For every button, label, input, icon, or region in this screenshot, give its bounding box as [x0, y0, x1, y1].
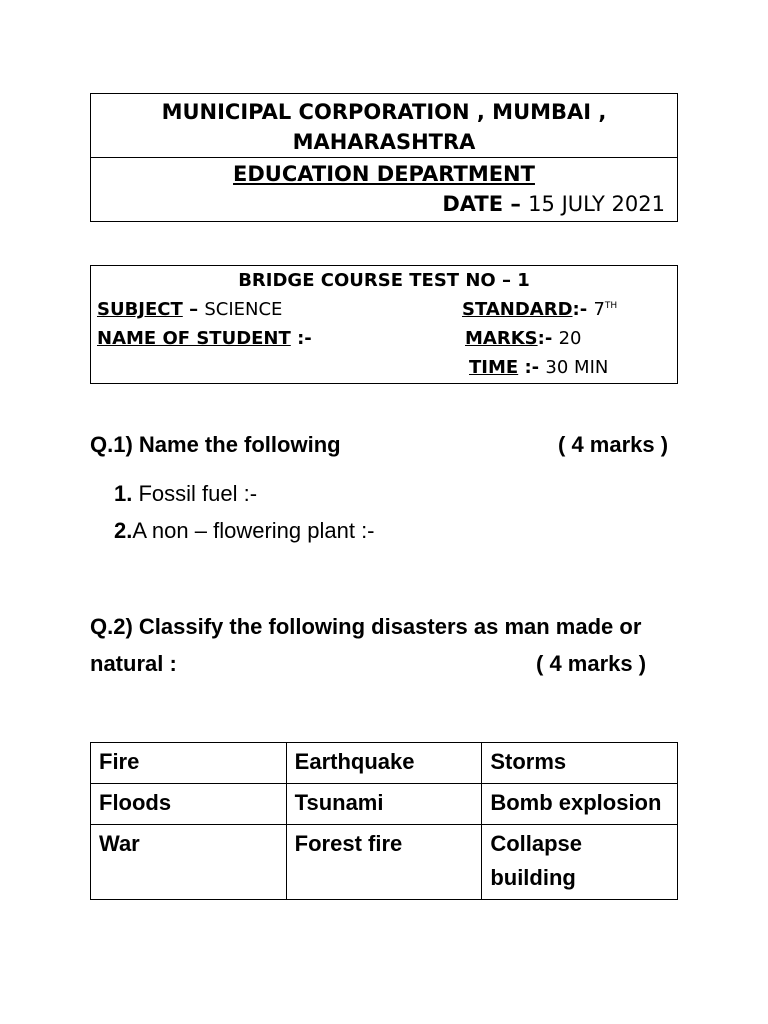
- table-cell: War: [91, 825, 287, 900]
- table-row: [91, 743, 678, 784]
- standard-line: [462, 299, 617, 320]
- student-line: [97, 328, 312, 349]
- table-cell: Floods: [91, 784, 287, 825]
- time-sep: :-: [524, 357, 540, 378]
- standard-label: STANDARD: [462, 299, 573, 320]
- student-sep: :-: [297, 328, 312, 349]
- table-cell: Tsunami: [286, 784, 482, 825]
- standard-value: 7: [593, 299, 605, 320]
- marks-value: 20: [558, 328, 582, 349]
- header-line-2: MAHARASHTRA: [292, 130, 476, 154]
- date-label: DATE –: [442, 192, 521, 216]
- date-value: 15 JULY 2021: [528, 192, 665, 216]
- table-row: [91, 784, 678, 825]
- question-2-marks: ( 4 marks ): [536, 651, 647, 676]
- question-1-text: Q.1) Name the following: [90, 432, 341, 457]
- time-value: 30 MIN: [545, 357, 609, 378]
- table-cell: Forest fire: [286, 825, 482, 900]
- question-1-marks: ( 4 marks ): [558, 432, 669, 457]
- test-title: BRIDGE COURSE TEST NO – 1: [238, 270, 530, 291]
- subject-line: [97, 299, 282, 320]
- disasters-table: [90, 742, 678, 900]
- subject-value: SCIENCE: [204, 299, 283, 320]
- test-info-box: [90, 265, 678, 384]
- question-2-text-2: natural :: [90, 651, 177, 676]
- header-institution: [91, 94, 677, 158]
- date-line: [442, 192, 665, 216]
- table-cell: Fire: [91, 743, 287, 784]
- subject-label: SUBJECT: [97, 299, 183, 320]
- standard-suffix: TH: [604, 301, 618, 311]
- table-cell: Earthquake: [286, 743, 482, 784]
- time-label: TIME: [469, 357, 519, 378]
- question-1: [90, 432, 669, 458]
- header-line-1: MUNICIPAL CORPORATION , MUMBAI ,: [161, 100, 607, 124]
- table-cell: Storms: [482, 743, 678, 784]
- time-line: [469, 357, 608, 378]
- department-title: EDUCATION DEPARTMENT: [233, 162, 535, 186]
- q1-item-1: [114, 481, 257, 507]
- student-label: NAME OF STUDENT: [97, 328, 291, 349]
- subject-sep: –: [189, 299, 199, 320]
- table-cell: Bomb explosion: [482, 784, 678, 825]
- header-box: [90, 93, 678, 222]
- marks-label: MARKS: [465, 328, 538, 349]
- question-2-line-1: Q.2) Classify the following disasters as man made or: [90, 614, 642, 639]
- q1-item-2-text: A non – flowering plant :-: [132, 518, 375, 543]
- q1-item-1-num: 1.: [114, 481, 133, 506]
- standard-sep: :-: [572, 299, 588, 320]
- marks-sep: :-: [537, 328, 553, 349]
- table-cell: Collapse building: [482, 825, 678, 900]
- q1-item-2-num: 2.: [114, 518, 133, 543]
- q1-item-2: [114, 518, 375, 544]
- table-row: [91, 825, 678, 900]
- question-2-line-2: [90, 651, 647, 677]
- marks-line: [465, 328, 581, 349]
- q1-item-1-text: Fossil fuel :-: [132, 481, 258, 506]
